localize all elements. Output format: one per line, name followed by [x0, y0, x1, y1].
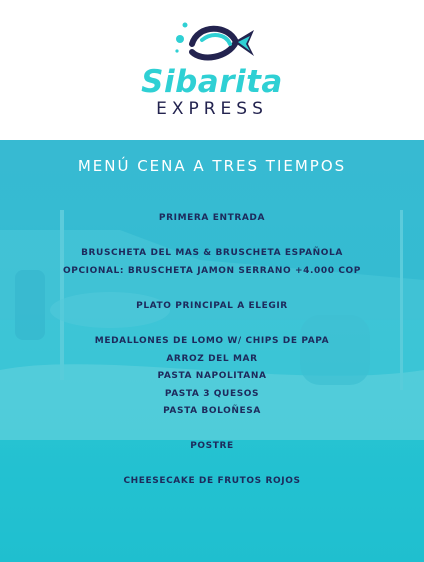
menu-item: PASTA 3 QUESOS: [164, 389, 260, 399]
header: [0, 0, 424, 140]
menu-item: BRUSCHETA DEL MAS & BRUSCHETA ESPAÑOLA: [81, 248, 343, 258]
menu-item: OPCIONAL: BRUSCHETA JAMON SERRANO +4.000 COP: [63, 266, 361, 276]
menu-title: MENÚ CENA A TRES TIEMPOS: [77, 157, 347, 175]
menu-item: MEDALLONES DE LOMO W/ CHIPS DE PAPA: [94, 336, 330, 346]
section-heading-dessert: POSTRE: [190, 441, 234, 451]
section-heading-main: PLATO PRINCIPAL A ELEGIR: [136, 301, 288, 311]
logo-wordmark: Sibarita: [141, 64, 283, 100]
boat-photo-background: [0, 140, 424, 562]
logo-subtitle: EXPRESS: [156, 99, 268, 119]
fish-logo-icon: [172, 16, 258, 66]
menu-item: PASTA BOLOÑESA: [163, 406, 261, 416]
menu-item: PASTA NAPOLITANA: [157, 371, 267, 381]
menu-panel: [0, 140, 424, 562]
menu-item: CHEESECAKE DE FRUTOS ROJOS: [123, 476, 301, 486]
section-heading-first: PRIMERA ENTRADA: [158, 213, 266, 223]
menu-item: ARROZ DEL MAR: [166, 354, 258, 364]
